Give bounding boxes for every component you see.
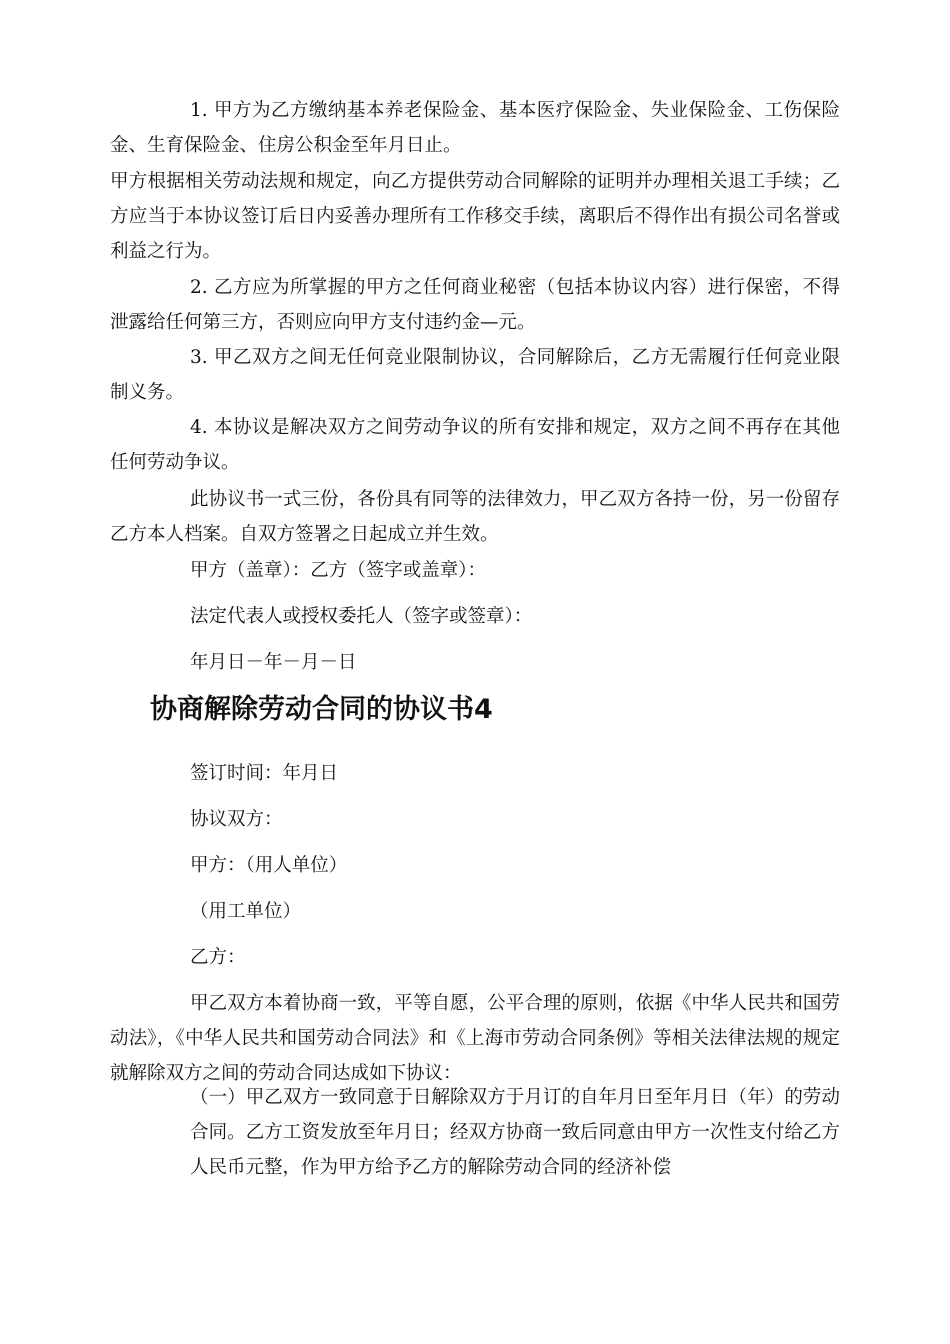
paragraph-resignation-procedures: 甲方根据相关劳动法规和规定，向乙方提供劳动合同解除的证明并办理相关退工手续；乙方应当于本协议签订后日内妥善办理所有工作移交手续，离职后不得作出有损公司名誉或利益之行为。 <box>110 171 840 262</box>
clause-2-confidentiality: 2. 乙方应为所掌握的甲方之任何商业秘密（包括本协议内容）进行保密，不得泄露给任何第三方，否则应向甲方支付违约金—元。 <box>110 277 840 333</box>
clause-3-non-compete: 3. 甲乙双方之间无任何竞业限制协议，合同解除后，乙方无需履行任何竞业限制义务。 <box>110 347 840 403</box>
party-a-work-unit-line: （用工单位） <box>190 901 302 922</box>
clause-4-dispute: 4. 本协议是解决双方之间劳动争议的所有安排和规定，双方之间不再存在其他任何劳动争议。 <box>110 417 840 473</box>
clause-1-insurance: 1. 甲方为乙方缴纳基本养老保险金、基本医疗保险金、失业保险金、工伤保险金、生育保险金、住房公积金至年月日止。 <box>110 100 840 156</box>
signature-date-line: 年月日－年－月－日 <box>190 652 357 673</box>
section-heading: 协商解除劳动合同的协议书4 <box>150 694 493 725</box>
signature-party-line: 甲方（盖章）：乙方（签字或盖章）： <box>190 560 487 581</box>
parties-label: 协议双方： <box>190 809 283 830</box>
signing-time-line: 签订时间：年月日 <box>190 763 339 784</box>
party-a-employer-line: 甲方：（用人单位） <box>190 855 348 876</box>
signature-representative-line: 法定代表人或授权委托人（签字或签章）： <box>190 606 533 627</box>
clause-termination-compensation: （一）甲乙双方一致同意于日解除双方于月订的自年月日至年月日（年）的劳动合同。乙方工资发放至年月日；经双方协商一致后同意由甲方一次性支付给乙方人民币元整，作为甲方给予乙方的解除劳动合同的经济补偿 <box>190 1087 840 1178</box>
paragraph-legal-basis: 甲乙双方本着协商一致，平等自愿，公平合理的原则，依据《中华人民共和国劳动法》，《中华人民共和国劳动合同法》和《上海市劳动合同条例》等相关法律法规的规定就解除双方之间的劳动合同达成如下协议： <box>110 993 840 1084</box>
paragraph-copies-effect: 此协议书一式三份，各份具有同等的法律效力，甲乙双方各持一份，另一份留存乙方本人档案。自双方签署之日起成立并生效。 <box>110 489 840 545</box>
party-b-line: 乙方： <box>190 947 246 968</box>
